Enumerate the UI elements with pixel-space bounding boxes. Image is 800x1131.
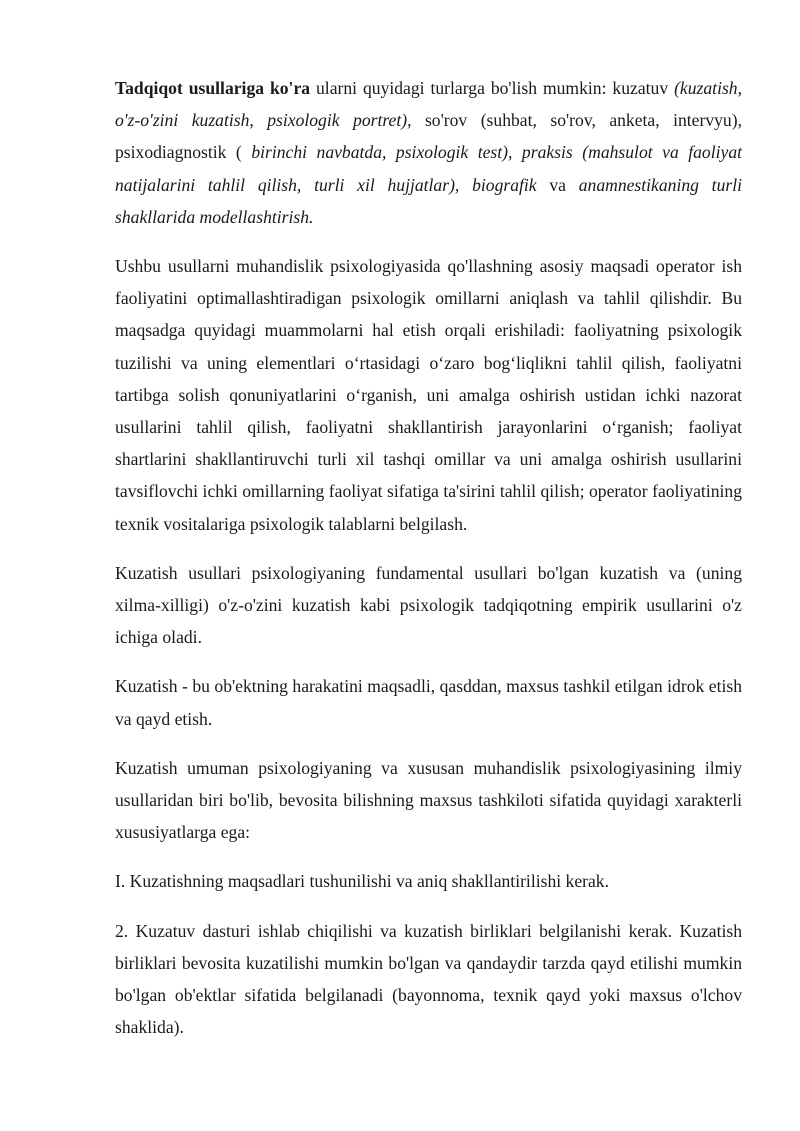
paragraph-goal: Ushbu usullarni muhandislik psixologiyasida qo'llashning asosiy maqsadi operator ish faoliyatini optimallashtiradigan psixologik omillarni aniqlash va tahlil qilishdir. Bu maqsadga quyidagi muammolarni hal etish orqali erishiladi: faoliyatning psixologik tuzilishi va uning elementlari oʻrtasidagi oʻzaro bogʻliqlikni tahlil qilish, faoliyatni tartibga solish qonuniyatlarini oʻrganish, uni amalga oshirish ustidan ichki nazorat usullarini tahlil qilish, faoliyatni shakllantirish jarayonlarini oʻrganish; faoliyat shartlarini shakllantiruvchi turli xil tashqi omillar va uni amalga oshirish usullarini tavsiflovchi ichki omillarning faoliyat sifatiga ta'sirini tahlil qilish; operator faoliyatining texnik vositalariga psixologik talablarni belgilash. <box>115 256 742 534</box>
paragraph-observation-methods: Kuzatish usullari psixologiyaning fundamental usullari bo'lgan kuzatish va (uning xilma-xilligi) o'z-o'zini kuzatish kabi psixologik tadqiqotning empirik usullarini o'z ichiga oladi. <box>115 562 742 648</box>
paragraph-text: va <box>536 174 579 195</box>
italic-text: anamnestikaning turli shakllarida modellashtirish. <box>115 174 742 227</box>
paragraph-observation-definition: Kuzatish - bu ob'ektning harakatini maqsadli, qasddan, maxsus tashkil etilgan idrok etish va qayd etish. <box>115 676 742 729</box>
paragraph-observation-features: Kuzatish umuman psixologiyaning va xususan muhandislik psixologiyasining ilmiy usullaridan biri bo'lib, bevosita bilishning maxsus tashkiloti sifatida quyidagi xarakterli xususiyatlarga ega: <box>115 757 742 843</box>
document-page <box>115 72 742 1060</box>
paragraph-text: so'rov (suhbat, so'rov, anketa, intervyu), psixodiagnostik ( <box>115 110 742 163</box>
italic-text: (kuzatish, o'z-o'zini kuzatish, psixologik portret), <box>115 78 743 131</box>
list-item-2: 2. Kuzatuv dasturi ishlab chiqilishi va kuzatish birliklari belgilanishi kerak. Kuzatish birliklari bevosita kuzatilishi mumkin bo'lgan va qandaydir tarzda qayd etilishi mumkin bo'lgan ob'ektlar sifatida belgilanadi (bayonnoma, texnik qayd yoki maxsus o'lchov shaklida). <box>115 920 742 1038</box>
paragraph-research-methods <box>115 72 742 233</box>
paragraph-text: ularni quyidagi turlarga bo'lish mumkin: kuzatuv <box>310 78 675 98</box>
bold-lead-text: Tadqiqot usullariga ko'ra <box>115 78 311 98</box>
italic-text: birinchi navbatda, psixologik test), praksis (mahsulot va faoliyat natijalarini tahlil qilish, turli xil hujjatlar), biografik <box>115 142 743 195</box>
list-item-1: I. Kuzatishning maqsadlari tushunilishi va aniq shakllantirilishi kerak. <box>115 871 609 892</box>
